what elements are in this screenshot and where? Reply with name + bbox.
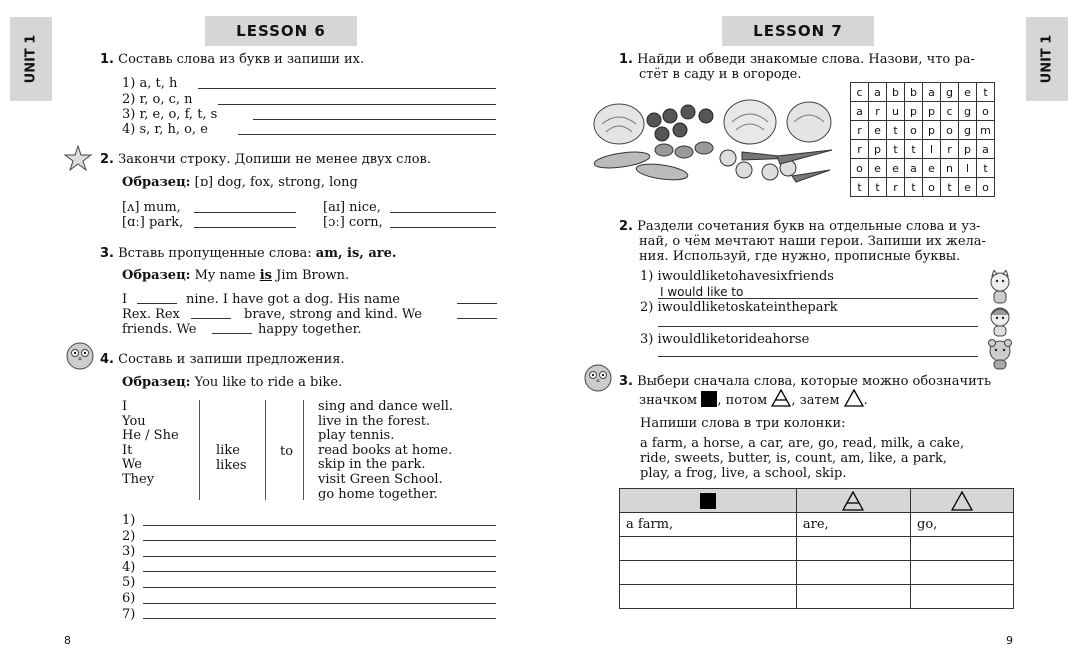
ex3-line-start: Rex. Rex [122,307,180,322]
answer-line[interactable] [194,212,296,213]
grid-letter[interactable]: r [851,140,869,159]
triangle-icon [844,389,864,407]
grid-letter[interactable]: o [977,178,995,197]
verbs-column: like likes [216,443,247,473]
answer-line[interactable] [194,227,296,228]
grid-letter[interactable]: p [923,121,941,140]
answer-line[interactable] [143,618,496,619]
grid-letter[interactable]: m [977,121,995,140]
table-row [620,561,1014,585]
grid-row [851,83,995,102]
ex1-item: 4) s, r, h, o, e [122,122,208,137]
grid-letter[interactable]: t [905,140,923,159]
grid-row [851,178,995,197]
ex2-item: [ʌ] mum, [122,200,181,215]
grid-letter[interactable]: e [869,121,887,140]
grid-letter[interactable]: t [977,83,995,102]
answer-line[interactable] [457,303,497,304]
grid-letter[interactable]: e [959,83,977,102]
table-cell[interactable] [620,537,797,561]
grid-letter[interactable]: o [923,178,941,197]
ex3-sample: Образец: My name is Jim Brown. [122,268,350,283]
grid-letter[interactable]: a [869,83,887,102]
table-cell[interactable] [796,561,910,585]
ex3-line-text: brave, strong and kind. We [244,307,422,322]
table-row [620,537,1014,561]
grid-row [851,140,995,159]
three-column-table [619,488,1014,609]
ex4-sample: Образец: You like to ride a bike. [122,375,343,390]
grid-letter[interactable]: b [905,83,923,102]
ex2-item: 3) iwouldliketorideahorse [640,332,810,347]
grid-letter[interactable]: r [941,140,959,159]
grid-letter[interactable]: n [941,159,959,178]
ex2-sample: Образец: [ɒ] dog, fox, strong, long [122,175,358,190]
answer-line[interactable] [238,134,496,135]
answer-line[interactable] [198,88,496,89]
owl-character-icon [64,340,96,372]
ex3-line-start: I [122,292,128,307]
grid-letter[interactable]: p [923,102,941,121]
ex3-line-text: happy together. [258,322,362,337]
ex2-item: 1) iwouldliketohavesixfriends [640,269,834,284]
grid-letter[interactable]: e [869,159,887,178]
grid-letter[interactable]: l [923,140,941,159]
answer-line[interactable] [143,603,496,604]
grid-letter[interactable]: a [923,83,941,102]
handwritten-answer: I would like to [660,285,744,299]
ex2-item: 2) iwouldliketoskateinthepark [640,300,838,315]
bear-character-icon [985,338,1015,370]
grid-letter[interactable]: g [959,102,977,121]
unit-tab-right: UNIT 1 [1026,17,1068,101]
ex2-item: [aɪ] nice, [323,200,381,215]
grid-letter[interactable]: u [887,102,905,121]
table-row [620,585,1014,609]
cat-character-icon [985,270,1015,304]
ex1-item: 1) a, t, h [122,76,178,91]
vegetables-illustration [592,98,837,186]
grid-letter[interactable]: o [905,121,923,140]
answer-line[interactable] [143,587,496,588]
column-header-triangle [911,489,1014,513]
grid-letter[interactable]: o [941,121,959,140]
answer-line[interactable] [218,104,496,105]
grid-letter[interactable]: a [851,102,869,121]
grid-letter[interactable]: r [851,121,869,140]
grid-letter[interactable]: c [941,102,959,121]
grid-letter[interactable]: t [905,178,923,197]
answer-line[interactable] [390,212,496,213]
grid-letter[interactable]: p [959,140,977,159]
grid-letter[interactable]: t [977,159,995,178]
grid-letter[interactable]: g [941,83,959,102]
exercise-2-instruction: 2. Раздели сочетания букв на отдельные слова и уз- най, о чём мечтают наши герои. Запиши их жела- ния. Используй, где нужно, прописные буквы. [619,219,986,264]
table-cell[interactable] [796,585,910,609]
answer-numbers: 1) 2) 3) 4) 5) 6) 7) [122,513,136,622]
unit-tab-left: UNIT 1 [10,17,52,101]
particle: to [280,444,294,459]
grid-letter[interactable]: a [905,159,923,178]
grid-letter[interactable]: o [851,159,869,178]
grid-letter[interactable]: l [959,159,977,178]
grid-letter[interactable]: r [887,178,905,197]
triangle-line-icon [771,389,791,407]
subjects-column: I You He / She It We They [122,399,179,487]
answer-line[interactable] [143,540,496,541]
column-header-square [620,489,797,513]
answer-line[interactable] [143,525,496,526]
ex3-sub-instruction: Напиши слова в три колонки: [640,416,846,431]
column-header-triangle-line [796,489,910,513]
page-number: 8 [64,634,71,647]
answer-line[interactable] [212,333,252,334]
triangle-icon [951,491,973,511]
grid-letter[interactable]: t [851,178,869,197]
ex2-item: [ɔː] corn, [323,215,383,230]
answer-line[interactable] [658,356,978,357]
ex3-line-text: nine. I have got a dog. His name [186,292,400,307]
column-divider [303,400,304,500]
column-divider [199,400,200,500]
exercise-4-instruction: 4. Составь и запиши предложения. [100,352,345,367]
grid-letter[interactable]: t [887,140,905,159]
table-cell[interactable] [796,537,910,561]
grid-letter[interactable]: e [959,178,977,197]
exercise-3-instruction: 3. Выбери сначала слова, которые можно обозначить значком , потом , затем . [619,374,992,408]
exercise-3-instruction: 3. Вставь пропущенные слова: am, is, are. [100,246,397,261]
answer-line[interactable] [191,318,231,319]
triangle-line-icon [842,491,864,511]
table-cell[interactable] [620,561,797,585]
grid-letter[interactable]: p [905,102,923,121]
ex2-item: [ɑː] park, [122,215,184,230]
ex1-item: 2) r, o, c, n [122,92,193,107]
grid-letter[interactable]: g [959,121,977,140]
star-fox-icon [64,145,92,171]
black-square-icon [701,391,717,407]
answer-line[interactable] [143,556,496,557]
table-cell[interactable]: are, [796,513,910,537]
table-cell[interactable] [620,585,797,609]
grid-row [851,102,995,121]
table-cell[interactable] [911,561,1014,585]
table-cell[interactable]: a farm, [620,513,797,537]
exercise-2-instruction: 2. Закончи строку. Допиши не менее двух слов. [100,152,431,167]
grid-letter[interactable]: b [887,83,905,102]
page-number: 9 [1006,634,1013,647]
ex3-word-list: a farm, a horse, a car, are, go, read, milk, a cake, ride, sweets, butter, is, count, am, like, a park, play, a frog, live, a school, skip. [640,436,965,481]
endings-column: sing and dance well. live in the forest. play tennis. read books at home. skip in the park. visit Green School. go home together. [318,399,454,502]
grid-row [851,159,995,178]
answer-line[interactable] [457,318,497,319]
grid-letter[interactable]: c [851,83,869,102]
grid-letter[interactable]: t [869,178,887,197]
answer-line[interactable] [137,303,177,304]
girl-character-icon [985,305,1015,337]
grid-letter[interactable]: r [869,102,887,121]
black-square-icon [700,493,716,509]
answer-line[interactable] [658,326,978,327]
ex3-line-start: friends. We [122,322,197,337]
grid-letter[interactable]: t [941,178,959,197]
word-search-grid [850,82,995,197]
table-row [620,513,1014,537]
answer-line[interactable] [658,298,978,299]
owl-character-icon [582,362,614,394]
ex1-item: 3) r, e, o, f, t, s [122,107,218,122]
exercise-1-instruction: 1. Составь слова из букв и запиши их. [100,52,365,67]
exercise-1-instruction: 1. Найди и обведи знакомые слова. Назови, что ра- стёт в саду и в огороде. [619,52,975,82]
grid-letter[interactable]: t [887,121,905,140]
grid-letter[interactable]: e [887,159,905,178]
lesson-title: LESSON 6 [205,16,357,46]
table-cell[interactable]: go, [911,513,1014,537]
answer-line[interactable] [143,571,496,572]
grid-letter[interactable]: e [923,159,941,178]
column-divider [265,400,266,500]
table-cell[interactable] [911,585,1014,609]
table-cell[interactable] [911,537,1014,561]
grid-letter[interactable]: p [869,140,887,159]
lesson-title: LESSON 7 [722,16,874,46]
grid-letter[interactable]: a [977,140,995,159]
grid-letter[interactable]: o [977,102,995,121]
grid-row [851,121,995,140]
answer-line[interactable] [390,227,496,228]
answer-line[interactable] [253,119,496,120]
